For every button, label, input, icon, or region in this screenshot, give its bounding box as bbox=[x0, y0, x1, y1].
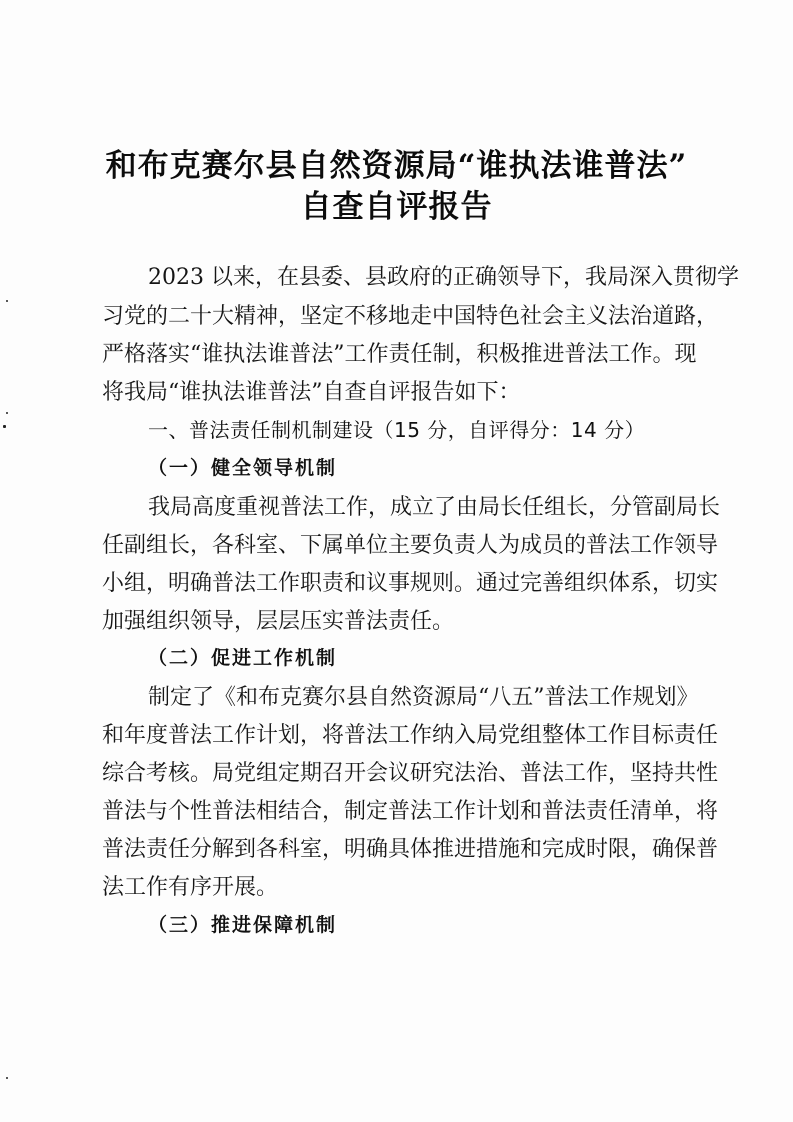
sub2-line-4: 普法与个性普法相结合，制定普法工作计划和普法责任清单，将 bbox=[102, 799, 719, 824]
intro-line-3: 严格落实“谁执法谁普法”工作责任制，积极推进普法工作。现 bbox=[102, 342, 697, 367]
intro-line-1: 2023 以来，在县委、县政府的正确领导下，我局深入贯彻学 bbox=[148, 265, 739, 290]
scan-artifact bbox=[3, 425, 6, 428]
subsection-3-heading: （三）推进保障机制 bbox=[148, 914, 338, 936]
sub2-line-1: 制定了《和布克赛尔县自然资源局“八五”普法工作规划》 bbox=[148, 685, 699, 710]
sub1-line-3: 小组，明确普法工作职责和议事规则。通过完善组织体系，切实 bbox=[102, 571, 719, 596]
sub1-line-4: 加强组织领导，层层压实普法责任。 bbox=[102, 609, 455, 634]
section-1-heading: 一、普法责任制机制建设（15 分，自评得分：14 分） bbox=[148, 418, 646, 442]
subsection-2-heading: （二）促进工作机制 bbox=[148, 647, 338, 669]
sub2-line-5: 普法责任分解到各科室，明确具体推进措施和完成时限，确保普 bbox=[102, 837, 719, 862]
subsection-1-heading: （一）健全领导机制 bbox=[148, 457, 338, 479]
scan-artifact bbox=[6, 412, 8, 414]
scan-artifact bbox=[6, 300, 8, 302]
document-title-line-2: 自查自评报告 bbox=[300, 189, 493, 225]
sub2-line-3: 综合考核。局党组定期召开会议研究法治、普法工作，坚持共性 bbox=[102, 761, 719, 786]
sub2-line-2: 和年度普法工作计划，将普法工作纳入局党组整体工作目标责任 bbox=[102, 723, 719, 748]
intro-line-4: 将我局“谁执法谁普法”自查自评报告如下： bbox=[102, 380, 521, 405]
intro-line-2: 习党的二十大精神，坚定不移地走中国特色社会主义法治道路， bbox=[102, 304, 719, 329]
scan-artifact bbox=[6, 1077, 8, 1079]
sub2-line-6: 法工作有序开展。 bbox=[102, 875, 279, 900]
sub1-line-1: 我局高度重视普法工作，成立了由局长任组长，分管副局长 bbox=[148, 495, 721, 520]
sub1-line-2: 任副组长，各科室、下属单位主要负责人为成员的普法工作领导 bbox=[102, 533, 719, 558]
document-title-line-1: 和布克赛尔县自然资源局“谁执法谁普法” bbox=[105, 148, 688, 184]
